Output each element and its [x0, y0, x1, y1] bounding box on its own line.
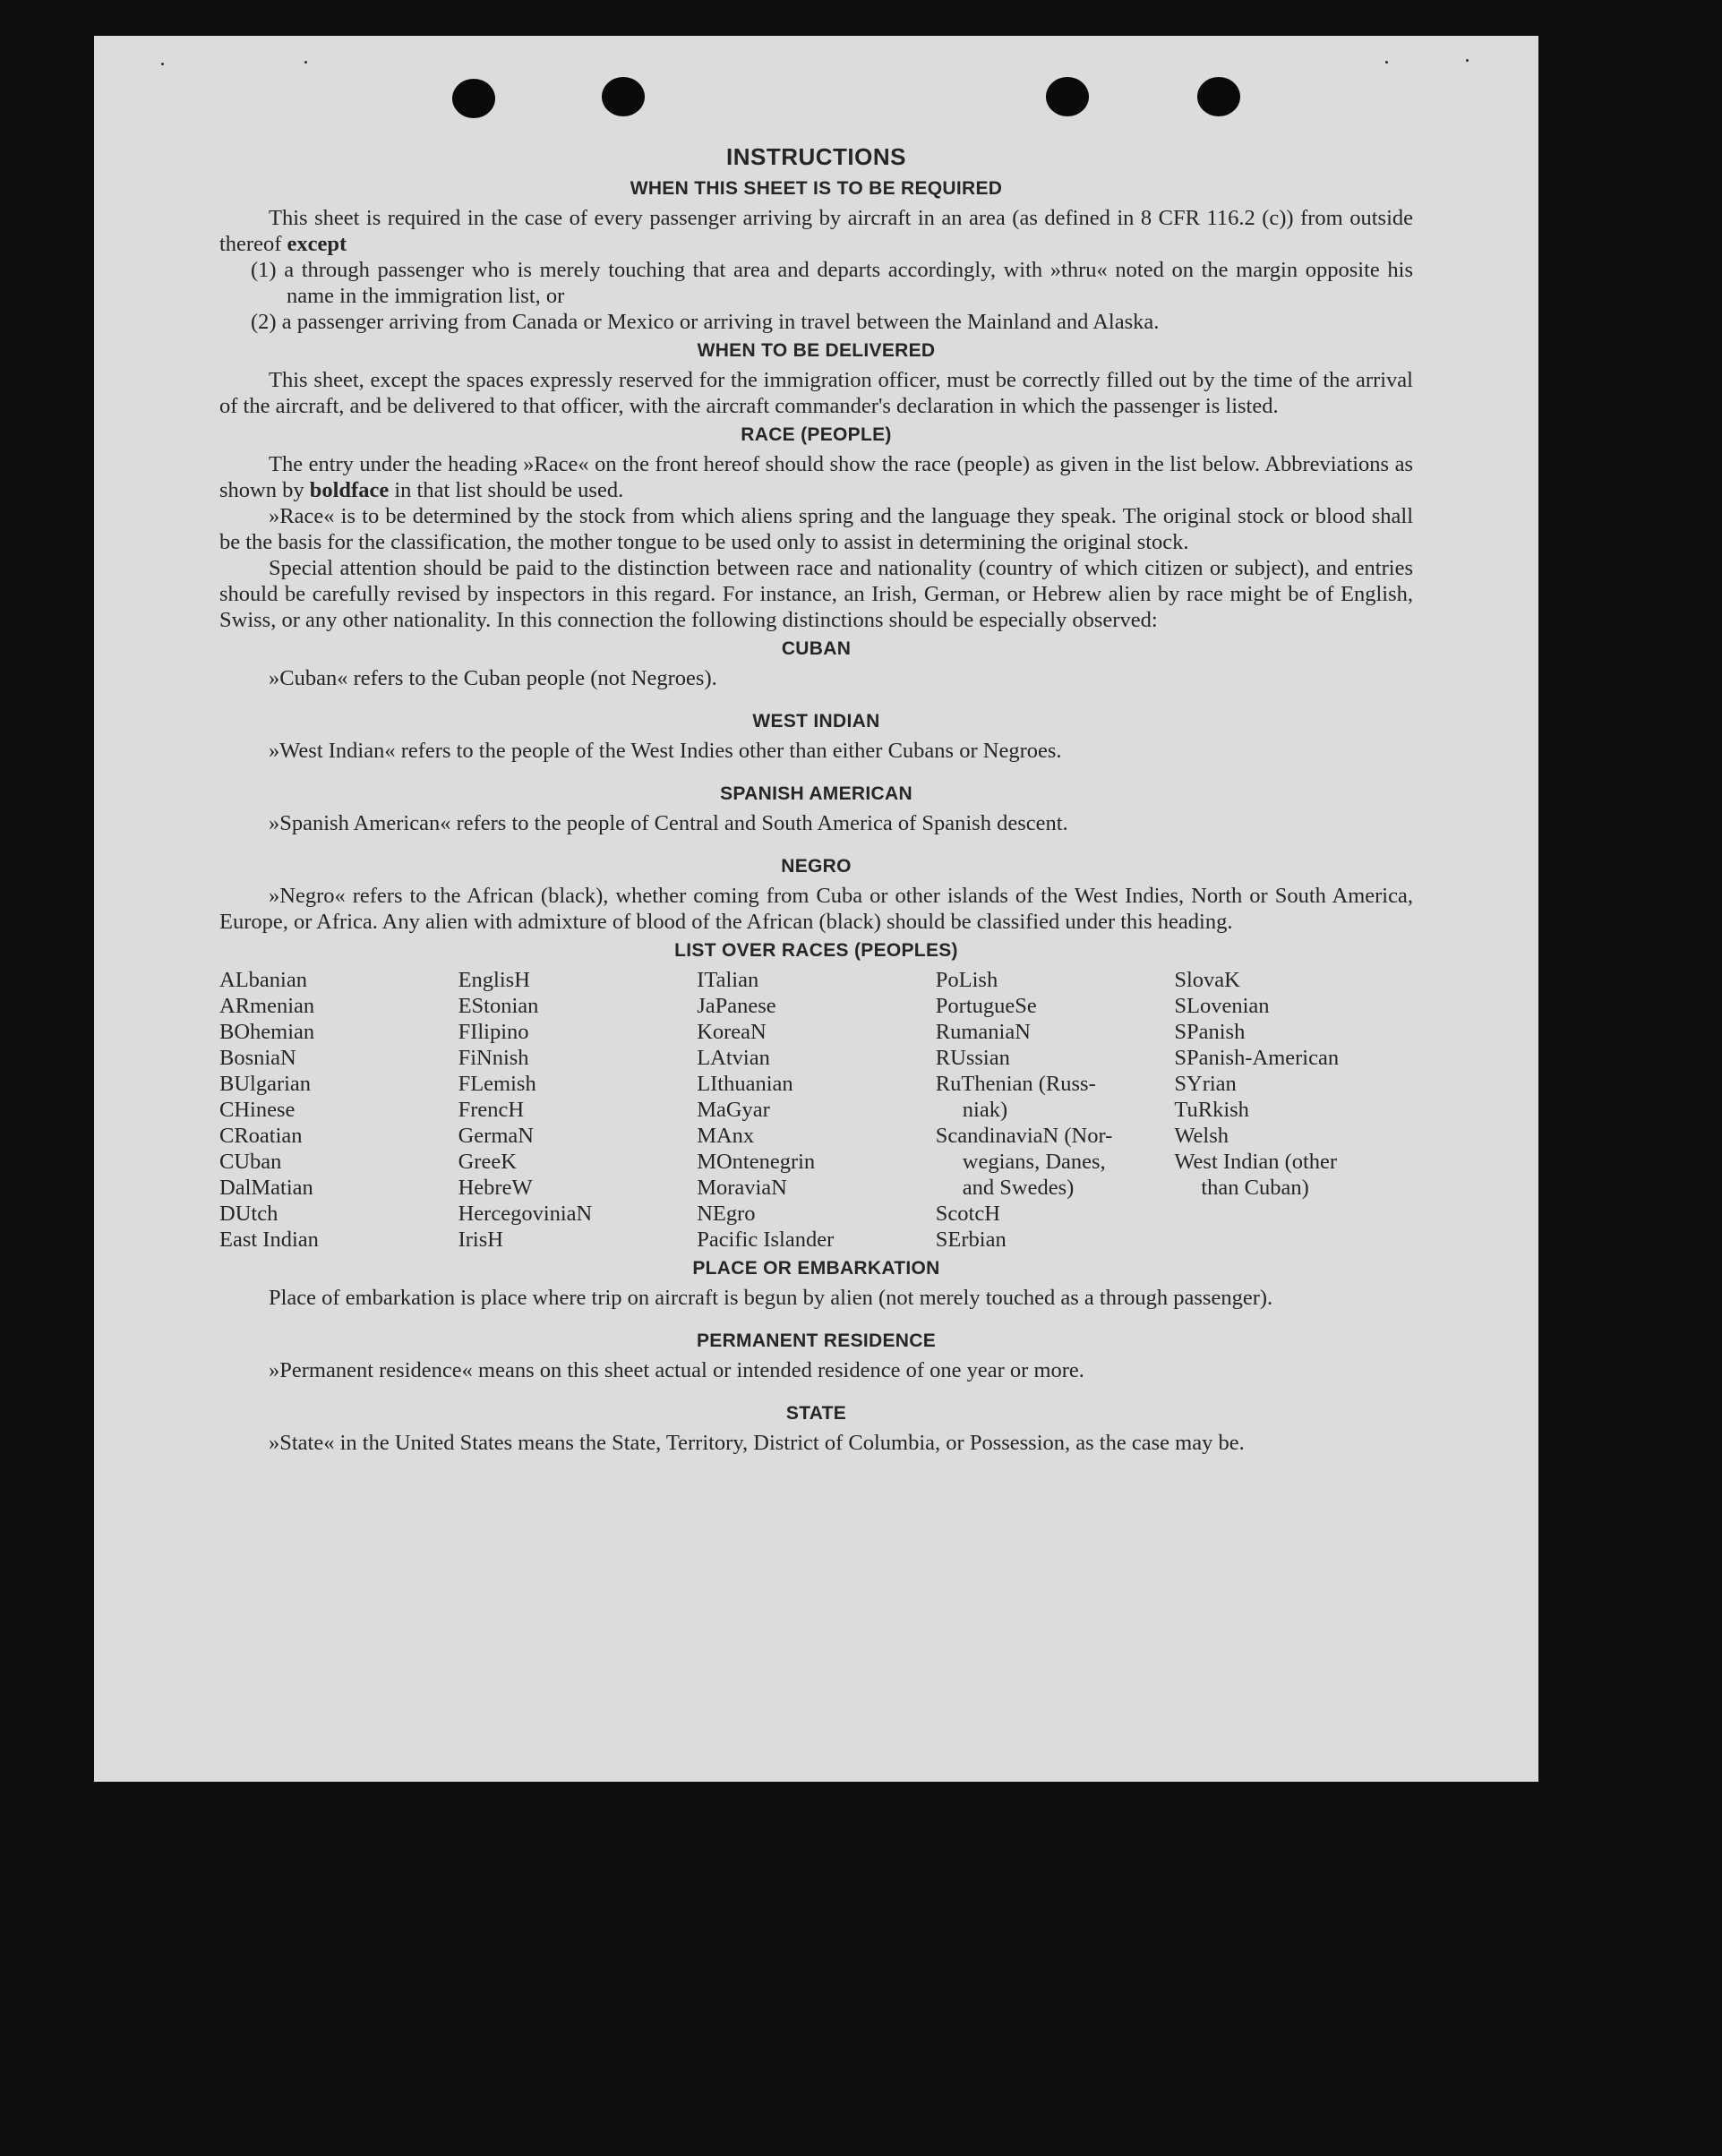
race-item: Welsh: [1174, 1124, 1229, 1148]
race-item: RUssian: [935, 1046, 1010, 1070]
race-item: CHinese: [219, 1098, 296, 1122]
race-column: [936, 967, 1175, 1253]
race-item: SLovenian: [1174, 994, 1270, 1018]
race-item: DalMatian: [219, 1176, 313, 1200]
paragraph: Place of embarkation is place where trip on aircraft is begun by alien (not merely touched as a through passenger).: [269, 1286, 1273, 1310]
race-item: ITalian: [697, 968, 759, 992]
bold-term: except: [287, 232, 347, 256]
race-column: [1174, 967, 1413, 1253]
race-item: SErbian: [935, 1228, 1007, 1252]
race-item: FrencH: [458, 1098, 525, 1122]
section-heading: STATE: [785, 1403, 847, 1424]
section-heading: PERMANENT RESIDENCE: [696, 1330, 937, 1351]
section-heading: SPANISH AMERICAN: [720, 783, 912, 804]
paragraph: »Spanish American« refers to the people of Central and South America of Spanish descent.: [269, 811, 1068, 835]
race-item: West Indian (other: [1174, 1150, 1338, 1174]
paragraph: The entry under the heading »Race« on the front hereof should show the race (people) as given in the list below. Abbreviations as shown by boldface in that list should be used.: [219, 452, 1413, 502]
race-item: JaPanese: [697, 994, 776, 1018]
race-item: BOhemian: [219, 1020, 315, 1044]
race-item: RuThenian (Russ-: [935, 1072, 1096, 1096]
race-column: [697, 967, 936, 1253]
paragraph: This sheet is required in the case of every passenger arriving by aircraft in an area (as defined in 8 CFR 116.2 (c)) from outside thereof except: [219, 206, 1413, 256]
race-item: BosniaN: [219, 1046, 296, 1070]
race-item: KoreaN: [697, 1020, 767, 1044]
race-item: EnglisH: [458, 968, 530, 992]
speck: [304, 61, 307, 64]
race-item: EStonian: [458, 994, 539, 1018]
section-heading: PLACE OR EMBARKATION: [692, 1258, 940, 1279]
punch-hole: [1046, 77, 1089, 116]
race-item: than Cuban): [1201, 1176, 1309, 1200]
page-title: INSTRUCTIONS: [726, 143, 906, 170]
race-item: wegians, Danes,: [962, 1150, 1106, 1174]
race-item: ScandinaviaN (Nor-: [935, 1124, 1113, 1148]
race-item: BUlgarian: [219, 1072, 312, 1096]
race-item: FIlipino: [458, 1020, 529, 1044]
section-heading: CUBAN: [781, 638, 852, 659]
race-item: niak): [962, 1098, 1008, 1122]
race-item: CUban: [219, 1150, 282, 1174]
section-heading: RACE (PEOPLE): [741, 424, 892, 445]
race-item: MoraviaN: [697, 1176, 787, 1200]
paragraph: »Permanent residence« means on this sheet actual or intended residence of one year or more.: [269, 1358, 1084, 1382]
race-item: MOntenegrin: [697, 1150, 816, 1174]
race-item: SlovaK: [1174, 968, 1240, 992]
instruction-sheet: [94, 36, 1538, 1782]
race-item: CRoatian: [219, 1124, 303, 1148]
race-column: [219, 967, 458, 1253]
race-item: LIthuanian: [697, 1072, 793, 1096]
race-item: SYrian: [1174, 1072, 1237, 1096]
race-item: Pacific Islander: [697, 1228, 835, 1252]
race-item: HercegoviniaN: [458, 1202, 593, 1226]
list-item: (1) a through passenger who is merely touching that area and departs accordingly, with »thru« noted on the margin opposite his name in the immigration list, or: [251, 258, 1413, 308]
race-item: MAnx: [697, 1124, 755, 1148]
paragraph: Special attention should be paid to the distinction between race and nationality (country of which citizen or subject), and entries should be carefully revised by inspectors in this regard. For instance, an Irish, German, or Hebrew alien by race might be of English, Swiss, or any other nationality. In this connection the following distinctions should be especially observed:: [219, 556, 1413, 632]
punch-hole: [1197, 77, 1240, 116]
paragraph: »Cuban« refers to the Cuban people (not Negroes).: [269, 666, 717, 690]
paragraph: This sheet, except the spaces expressly reserved for the immigration officer, must be correctly filled out by the time of the arrival of the aircraft, and be delivered to that officer, with the aircraft commander's declaration in which the passenger is listed.: [219, 368, 1413, 418]
section-heading: NEGRO: [781, 856, 852, 877]
race-item: DUtch: [219, 1202, 278, 1226]
speck: [1385, 61, 1388, 64]
race-item: FLemish: [458, 1072, 536, 1096]
race-item: ScotcH: [935, 1202, 1000, 1226]
race-item: East Indian: [219, 1228, 319, 1252]
race-item: RumaniaN: [935, 1020, 1031, 1044]
race-item: TuRkish: [1174, 1098, 1249, 1122]
race-item: HebreW: [458, 1176, 533, 1200]
race-item: and Swedes): [962, 1176, 1075, 1200]
section-heading: WEST INDIAN: [752, 711, 880, 732]
section-heading: LIST OVER RACES (PEOPLES): [674, 940, 958, 961]
paragraph: »Negro« refers to the African (black), whether coming from Cuba or other islands of the West Indies, North or South America, Europe, or Africa. Any alien with admixture of blood of the African (black) should be classified under this heading.: [219, 884, 1413, 934]
punch-hole: [602, 77, 645, 116]
race-item: SPanish-American: [1174, 1046, 1340, 1070]
race-item: GermaN: [458, 1124, 534, 1148]
race-item: MaGyar: [697, 1098, 770, 1122]
race-item: SPanish: [1174, 1020, 1246, 1044]
speck: [1466, 59, 1469, 62]
punch-hole: [452, 79, 495, 118]
list-item: (2) a passenger arriving from Canada or Mexico or arriving in travel between the Mainland and Alaska.: [251, 310, 1160, 334]
race-item: ARmenian: [219, 994, 315, 1018]
paragraph: »State« in the United States means the State, Territory, District of Columbia, or Possession, as the case may be.: [269, 1431, 1245, 1455]
race-item: GreeK: [458, 1150, 517, 1174]
race-item: FiNnish: [458, 1046, 529, 1070]
speck: [161, 63, 164, 65]
race-item: IrisH: [458, 1228, 503, 1252]
bold-term: boldface: [309, 478, 390, 502]
race-item: PortugueSe: [935, 994, 1037, 1018]
race-list: [219, 967, 1413, 1253]
race-item: LAtvian: [697, 1046, 770, 1070]
section-heading: WHEN THIS SHEET IS TO BE REQUIRED: [630, 178, 1003, 199]
paragraph: »West Indian« refers to the people of the West Indies other than either Cubans or Negroes.: [269, 739, 1062, 763]
race-item: NEgro: [697, 1202, 756, 1226]
race-item: ALbanian: [219, 968, 307, 992]
race-item: PoLish: [935, 968, 998, 992]
section-heading: WHEN TO BE DELIVERED: [697, 340, 936, 361]
paragraph: »Race« is to be determined by the stock from which aliens spring and the language they speak. The original stock or blood shall be the basis for the classification, the mother tongue to be used only to assist in determining the original stock.: [219, 504, 1413, 554]
race-column: [458, 967, 698, 1253]
